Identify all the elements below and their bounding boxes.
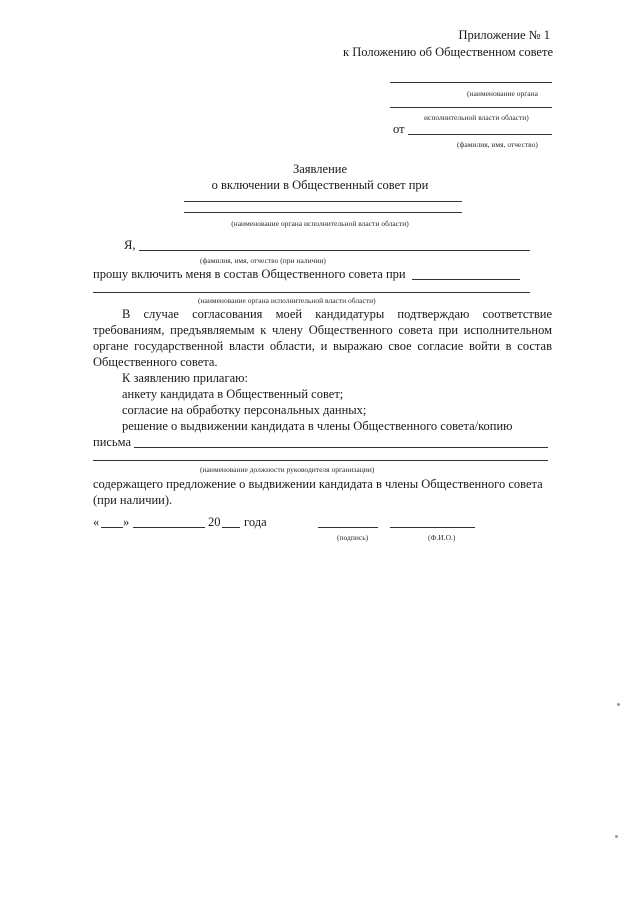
title-organ-line-2[interactable] (184, 212, 462, 213)
date-open-quote: « (93, 515, 100, 529)
addressee-authority-line[interactable] (390, 107, 552, 108)
attachment-item-questionnaire: анкету кандидата в Общественный совет; (122, 387, 344, 401)
consent-line-2: требованиям, предъявляемым к члену Общественного совета при исполнительном (93, 323, 552, 337)
document-subtitle: о включении в Общественный совет при (211, 178, 429, 192)
signature-line[interactable] (318, 527, 378, 528)
request-organ-line-2[interactable] (93, 292, 530, 293)
caption-request-organ: (наименование органа исполнительной власти области) (198, 296, 376, 305)
caption-title-organ: (наименование органа исполнительной власти области) (231, 219, 409, 228)
date-close-quote: » (123, 515, 130, 529)
consent-line-1: В случае согласования моей кандидатуры подтверждаю соответствие (122, 307, 552, 321)
letter-line-1[interactable] (134, 447, 548, 448)
caption-authority: исполнительной власти области) (424, 113, 529, 122)
applicant-name-line[interactable] (139, 250, 530, 251)
i-label: Я, (124, 238, 136, 252)
attachment-item-decision: решение о выдвижении кандидата в члены Общественного совета/копию (122, 419, 513, 433)
addressee-organ-line[interactable] (390, 82, 552, 83)
attachments-label: К заявлению прилагаю: (122, 371, 248, 385)
letter-label: письма (93, 435, 132, 449)
year-word: года (244, 515, 267, 529)
scan-speck (617, 703, 620, 706)
request-text: прошу включить меня в состав Общественного совета при (93, 267, 406, 281)
fio-line[interactable] (390, 527, 475, 528)
proposal-line-1: содержащего предложение о выдвижении кандидата в члены Общественного совета (93, 477, 543, 491)
scan-speck (615, 835, 618, 838)
addressee-name-line[interactable] (408, 134, 552, 135)
caption-full-name: (фамилия, имя, отчество) (457, 140, 538, 149)
caption-fio-short: (Ф.И.О.) (428, 533, 456, 542)
year-prefix: 20 (208, 515, 221, 529)
date-year-line[interactable] (222, 527, 240, 528)
caption-head-position: (наименование должности руководителя организации) (200, 465, 375, 474)
date-month-line[interactable] (133, 527, 205, 528)
caption-organ: (наименование органа (467, 89, 538, 98)
request-organ-line-1[interactable] (412, 279, 520, 280)
from-label: от (393, 122, 405, 136)
caption-signature: (подпись) (337, 533, 369, 542)
caption-applicant-fio: (фамилия, имя, отчество (при наличии) (200, 256, 326, 265)
regulation-reference: к Положению об Общественном совете (343, 45, 553, 59)
consent-line-3: органе государственной власти области, и выражаю свое согласие войти в состав (93, 339, 552, 353)
appendix-number: Приложение № 1 (458, 28, 550, 42)
date-day-line[interactable] (101, 527, 123, 528)
proposal-line-2: (при наличии). (93, 493, 173, 507)
attachment-item-consent: согласие на обработку персональных данных; (122, 403, 367, 417)
letter-line-2[interactable] (93, 460, 548, 461)
document-title: Заявление (292, 162, 347, 176)
consent-line-4: Общественного совета. (93, 355, 218, 369)
title-organ-line-1[interactable] (184, 201, 462, 202)
